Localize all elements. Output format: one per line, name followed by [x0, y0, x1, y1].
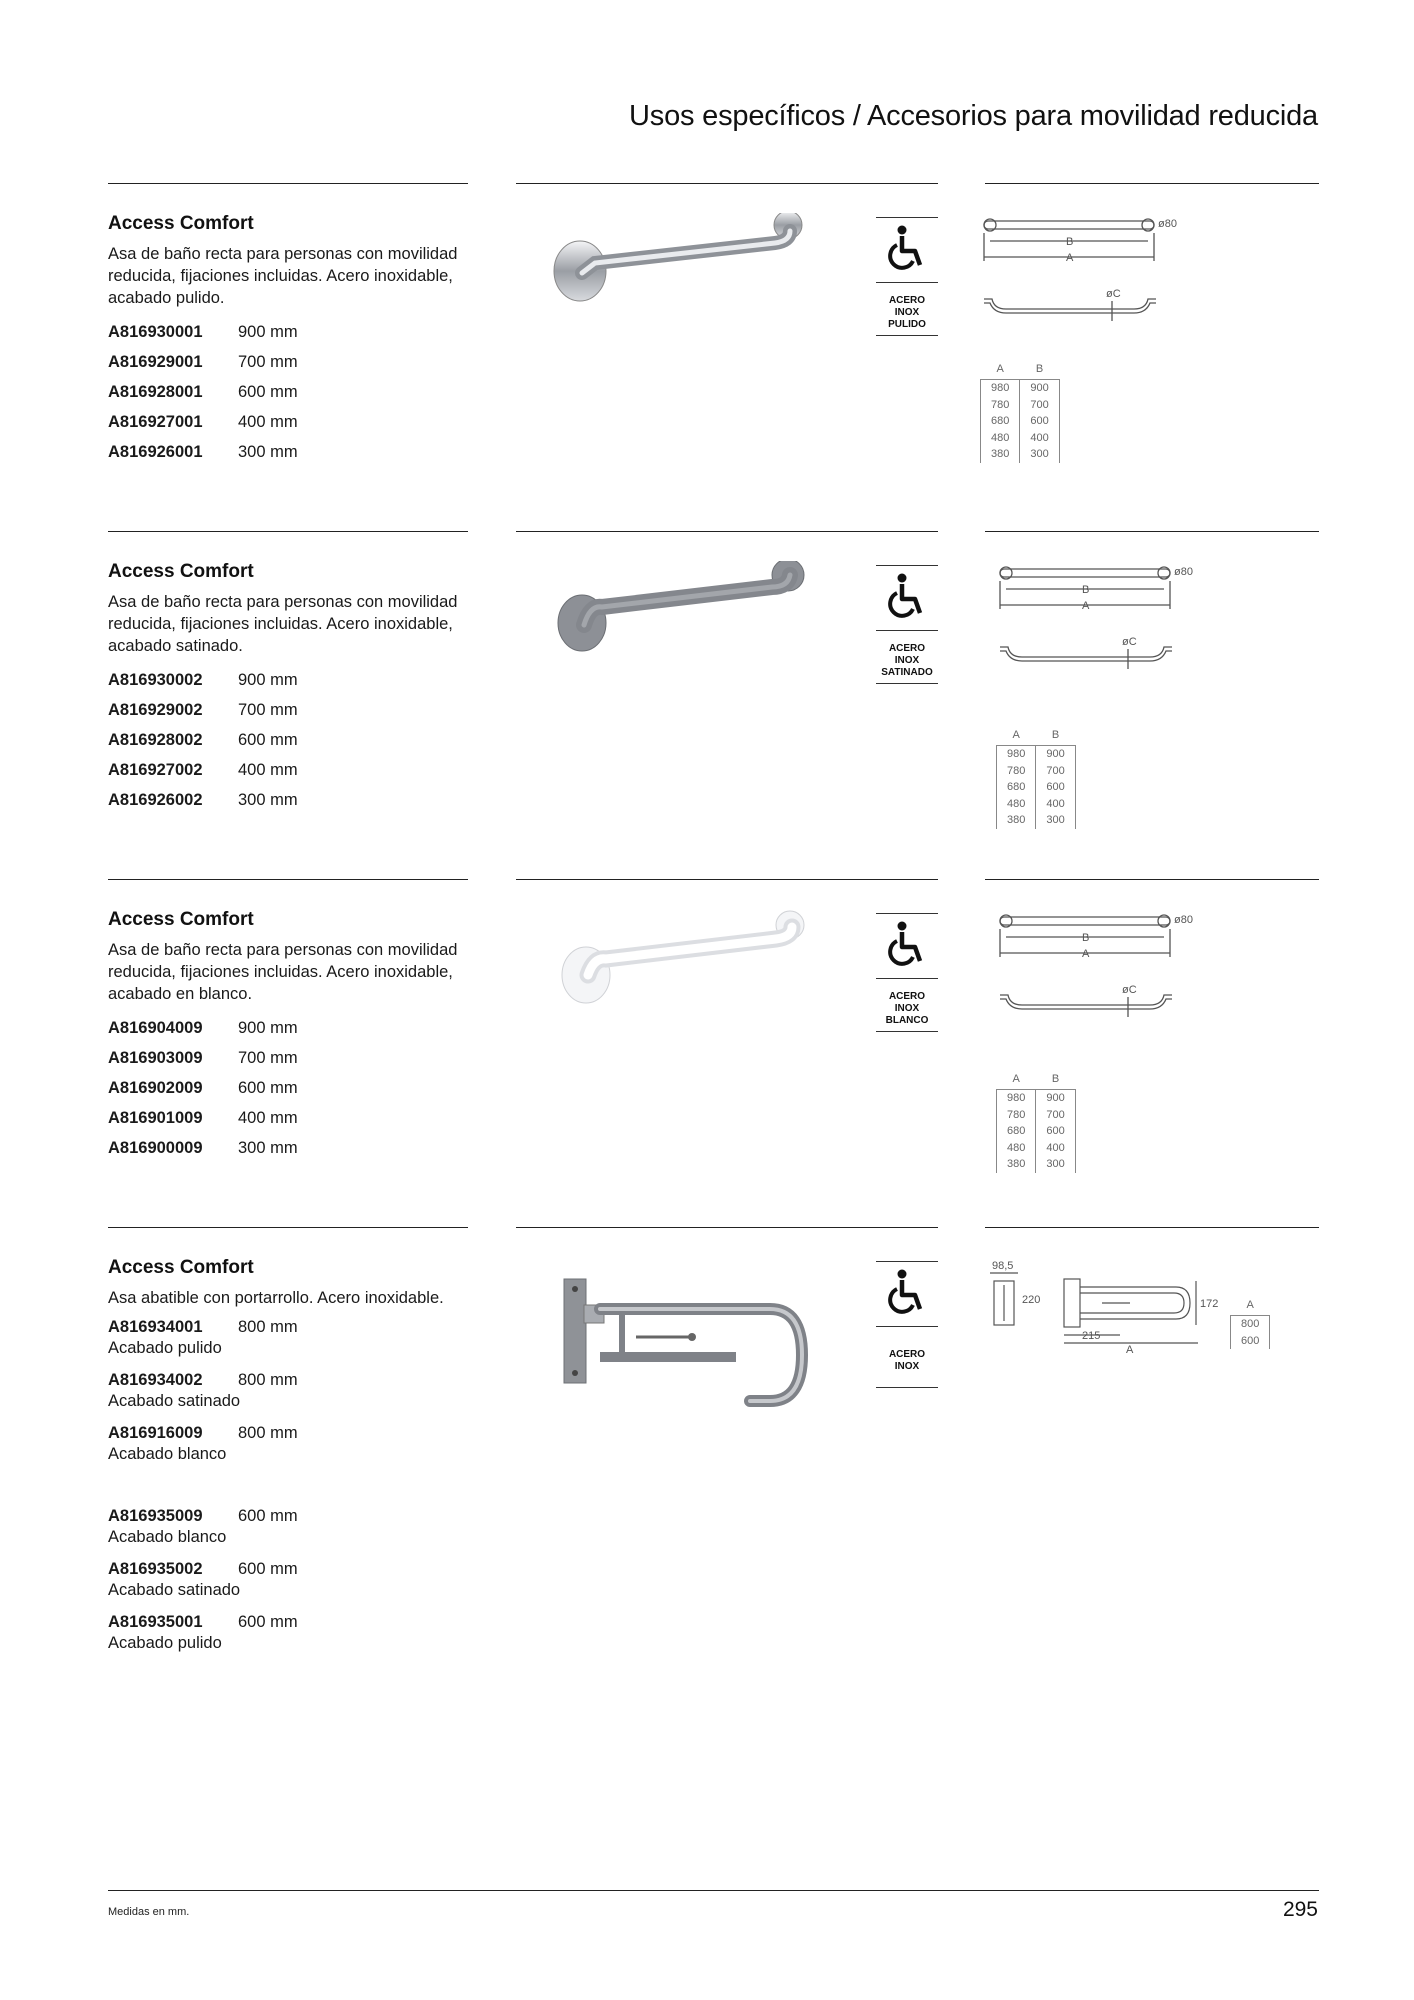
product-code: A816927002: [108, 761, 203, 779]
product-size: 300 mm: [238, 791, 298, 809]
wheelchair-icon: [876, 914, 938, 974]
folding-grab-bar-photo: [540, 1261, 840, 1421]
product-description: Asa abatible con portarrollo. Acero inoxidable.: [108, 1289, 444, 1307]
product-section-2: [0, 531, 1414, 861]
code-row: [108, 377, 473, 407]
divider: [516, 1227, 938, 1228]
dimension-table: A 800 600: [1230, 1299, 1270, 1349]
divider: [985, 531, 1319, 532]
code-row: [108, 1013, 473, 1043]
product-size: 400 mm: [238, 761, 298, 779]
divider: [108, 183, 468, 184]
code-row: [108, 785, 473, 815]
product-code: A816930001: [108, 323, 203, 341]
divider: [985, 879, 1319, 880]
divider: [985, 1227, 1319, 1228]
code-row: [108, 1612, 473, 1653]
divider: [985, 183, 1319, 184]
svg-text:98,5: 98,5: [992, 1260, 1014, 1272]
product-name: Access Comfort: [108, 909, 254, 930]
material-spec: ACERO INOX BLANCO: [876, 913, 938, 1032]
wheelchair-icon: [876, 566, 938, 626]
product-code: A816928001: [108, 383, 203, 401]
product-code: A816935001: [108, 1613, 203, 1631]
product-code: A816929002: [108, 701, 203, 719]
svg-text:øC: øC: [1122, 984, 1137, 996]
code-row: [108, 1043, 473, 1073]
product-size: 600 mm: [238, 731, 298, 749]
code-row: [108, 695, 473, 725]
divider: [516, 531, 938, 532]
code-row: [108, 665, 473, 695]
product-size: 900 mm: [238, 671, 298, 689]
code-row: [108, 1506, 473, 1547]
technical-drawing: [980, 1257, 1320, 1517]
product-size: 600 mm: [238, 1507, 298, 1525]
svg-text:ø80: ø80: [1174, 914, 1193, 926]
product-code: A816926002: [108, 791, 203, 809]
dimension-table: A B 980 900 780 700 680 600 480 400 380 300: [996, 1073, 1076, 1173]
divider: [108, 1227, 468, 1228]
code-row: [108, 1317, 473, 1358]
svg-text:øC: øC: [1122, 636, 1137, 648]
code-row: [108, 347, 473, 377]
product-size: 700 mm: [238, 353, 298, 371]
svg-text:A: A: [1126, 1344, 1134, 1356]
footer-note: Medidas en mm.: [108, 1906, 190, 1918]
svg-text:ø80: ø80: [1158, 218, 1177, 230]
svg-text:øC: øC: [1106, 288, 1121, 300]
page-number: 295: [1282, 1898, 1318, 1921]
code-row: [108, 1103, 473, 1133]
product-finish: Acabado satinado: [108, 1392, 241, 1410]
wheelchair-icon: [876, 218, 938, 278]
code-row: [108, 755, 473, 785]
product-code: A816934001: [108, 1318, 203, 1336]
product-code: A816926001: [108, 443, 203, 461]
product-size: 700 mm: [238, 1049, 298, 1067]
product-section-1: [0, 183, 1414, 513]
product-size: 300 mm: [238, 443, 298, 461]
product-size: 600 mm: [238, 383, 298, 401]
product-size: 700 mm: [238, 701, 298, 719]
code-row: [108, 437, 473, 467]
product-size: 900 mm: [238, 1019, 298, 1037]
product-size: 800 mm: [238, 1371, 298, 1389]
code-row: [108, 1370, 473, 1411]
product-info: [108, 213, 473, 467]
code-row: [108, 725, 473, 755]
product-finish: Acabado pulido: [108, 1634, 222, 1652]
product-finish: Acabado pulido: [108, 1339, 222, 1357]
svg-text:A: A: [1082, 948, 1090, 960]
wheelchair-icon: [876, 1262, 938, 1322]
product-description: Asa de baño recta para personas con movilidad reducida, fijaciones incluidas. Acero inoxidable, acabado en blanco.: [108, 941, 458, 1003]
grab-bar-photo: [540, 561, 840, 701]
product-code: A816934002: [108, 1371, 203, 1389]
page-title: Usos específicos / Accesorios para movilidad reducida: [629, 100, 1318, 132]
grab-bar-photo: [540, 909, 840, 1049]
product-code: A816916009: [108, 1424, 203, 1442]
product-code: A816903009: [108, 1049, 203, 1067]
material-spec: ACERO INOX SATINADO: [876, 565, 938, 684]
code-row: [108, 407, 473, 437]
product-size: 400 mm: [238, 1109, 298, 1127]
product-info: [108, 561, 473, 815]
product-size: 600 mm: [238, 1560, 298, 1578]
product-description: Asa de baño recta para personas con movilidad reducida, fijaciones incluidas. Acero inoxidable, acabado pulido.: [108, 245, 458, 307]
product-code: A816901009: [108, 1109, 203, 1127]
product-size: 600 mm: [238, 1613, 298, 1631]
product-size: 300 mm: [238, 1139, 298, 1157]
code-row: [108, 1133, 473, 1163]
dimension-table: A B 980 900 780 700 680 600 480 400 380 300: [996, 729, 1076, 829]
divider: [108, 879, 468, 880]
svg-text:A: A: [1066, 252, 1074, 264]
code-row: [108, 1073, 473, 1103]
divider: [108, 531, 468, 532]
product-section-4: [0, 1227, 1414, 1707]
dimension-table: A B 980 900 780 700 680 600 480 400 380 300: [980, 363, 1060, 463]
product-description: Asa de baño recta para personas con movilidad reducida, fijaciones incluidas. Acero inoxidable, acabado satinado.: [108, 593, 458, 655]
product-info: [108, 1257, 473, 1665]
material-spec: ACERO INOX: [876, 1261, 938, 1388]
technical-drawing: [980, 909, 1320, 1169]
svg-text:A: A: [1082, 600, 1090, 612]
product-size: 400 mm: [238, 413, 298, 431]
svg-text:B: B: [1082, 584, 1090, 596]
product-code: A816935009: [108, 1507, 203, 1525]
svg-text:172: 172: [1200, 1298, 1219, 1310]
product-code: A816904009: [108, 1019, 203, 1037]
code-row: [108, 1423, 473, 1464]
product-code: A816935002: [108, 1560, 203, 1578]
product-code: A816929001: [108, 353, 203, 371]
product-info: [108, 909, 473, 1163]
product-name: Access Comfort: [108, 561, 254, 582]
grab-bar-photo: [540, 213, 840, 353]
product-size: 800 mm: [238, 1424, 298, 1442]
product-finish: Acabado blanco: [108, 1528, 227, 1546]
product-size: 900 mm: [238, 323, 298, 341]
product-code: A816928002: [108, 731, 203, 749]
svg-text:ø80: ø80: [1174, 566, 1193, 578]
technical-drawing: [980, 213, 1320, 473]
material-spec: ACERO INOX PULIDO: [876, 217, 938, 336]
product-finish: Acabado satinado: [108, 1581, 241, 1599]
product-section-3: [0, 879, 1414, 1209]
code-row: [108, 1559, 473, 1600]
product-code: A816927001: [108, 413, 203, 431]
divider: [516, 879, 938, 880]
product-name: Access Comfort: [108, 213, 254, 234]
svg-text:215: 215: [1082, 1330, 1101, 1342]
svg-text:B: B: [1066, 236, 1074, 248]
product-code: A816930002: [108, 671, 203, 689]
svg-text:B: B: [1082, 932, 1090, 944]
product-finish: Acabado blanco: [108, 1445, 227, 1463]
product-name: Access Comfort: [108, 1257, 254, 1278]
code-row: [108, 317, 473, 347]
product-code: A816900009: [108, 1139, 203, 1157]
svg-text:220: 220: [1022, 1294, 1041, 1306]
technical-drawing: [980, 561, 1320, 826]
product-code: A816902009: [108, 1079, 203, 1097]
divider: [516, 183, 938, 184]
product-size: 600 mm: [238, 1079, 298, 1097]
footer-divider: [108, 1890, 1319, 1891]
product-size: 800 mm: [238, 1318, 298, 1336]
